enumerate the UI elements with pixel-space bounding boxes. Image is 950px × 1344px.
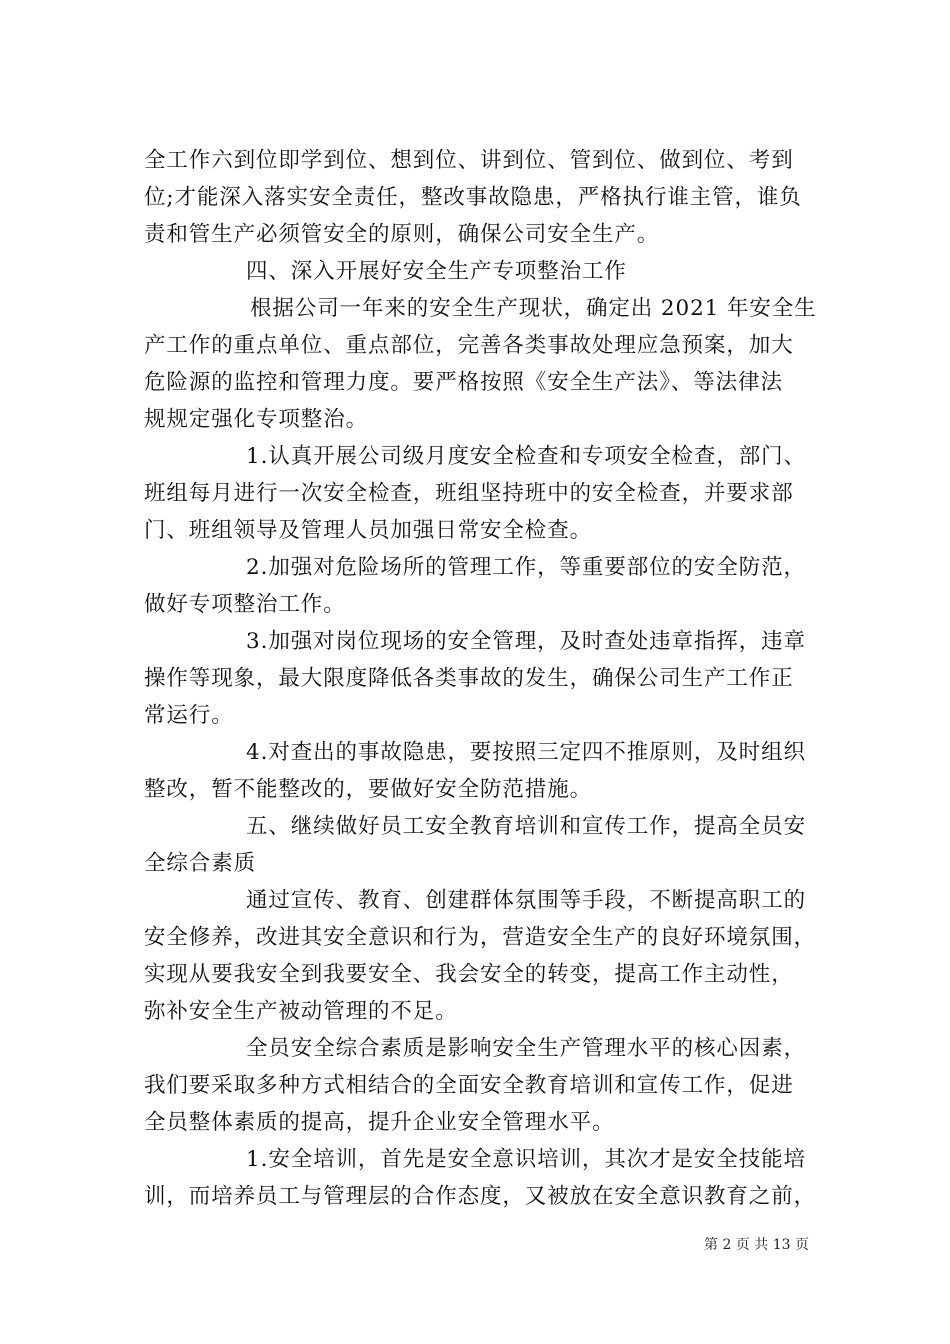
page-number: 第 2 页 共 13 页	[704, 1237, 809, 1253]
text-line: 根据公司一年来的安全生产现状，确定出 2021 年安全生	[250, 296, 817, 321]
text-line: 全员整体素质的提高，提升企业安全管理水平。	[144, 1110, 615, 1135]
text-line: 整改，暂不能整改的，要做好安全防范措施。	[144, 777, 593, 802]
text-line: 我们要采取多种方式相结合的全面安全教育培训和宣传工作，促进	[144, 1073, 794, 1098]
text-line: 门、班组领导及管理人员加强日常安全检查。	[144, 518, 593, 543]
text-line: 实现从要我安全到我要安全、我会安全的转变，提高工作主动性，	[144, 962, 794, 987]
text-line: 产工作的重点单位、重点部位，完善各类事故处理应急预案，加大	[144, 333, 794, 358]
text-line: 班组每月进行一次安全检查，班组坚持班中的安全检查，并要求部	[144, 481, 794, 506]
text-line: 全员安全综合素质是影响安全生产管理水平的核心因素，	[246, 1036, 807, 1061]
list-item-line: 4.对查出的事故隐患，要按照三定四不推原则，及时组织	[246, 740, 806, 765]
text-line: 通过宣传、教育、创建群体氛围等手段，不断提高职工的	[246, 888, 807, 913]
text-line: 位;才能深入落实安全责任，整改事故隐患，严格执行谁主管，谁负	[144, 185, 802, 210]
list-item-line: 3.加强对岗位现场的安全管理，及时查处违章指挥，违章	[246, 629, 806, 654]
section-heading: 全综合素质	[144, 851, 257, 876]
text-line: 危险源的监控和管理力度。要严格按照《安全生产法》、等法律法	[144, 370, 783, 395]
text-line: 安全修养，改进其安全意识和行为，营造安全生产的良好环境氛围，	[144, 925, 817, 950]
text-line: 训，而培养员工与管理层的合作态度，又被放在安全意识教育之前，	[144, 1184, 817, 1209]
text-line: 做好专项整治工作。	[144, 592, 346, 617]
section-heading: 五、继续做好员工安全教育培训和宣传工作，提高全员安	[246, 814, 807, 839]
list-item-line: 2.加强对危险场所的管理工作，等重要部位的安全防范，	[246, 555, 806, 580]
text-line: 规规定强化专项整治。	[144, 407, 369, 432]
text-line: 责和管生产必须管安全的原则，确保公司安全生产。	[144, 222, 660, 247]
list-item-line: 1.认真开展公司级月度安全检查和专项安全检查，部门、	[246, 444, 806, 469]
list-item-line: 1.安全培训，首先是安全意识培训，其次才是安全技能培	[246, 1147, 806, 1172]
text-line: 操作等现象，最大限度降低各类事故的发生，确保公司生产工作正	[144, 666, 794, 691]
text-line: 常运行。	[144, 703, 234, 728]
section-heading: 四、深入开展好安全生产专项整治工作	[246, 259, 627, 284]
text-line: 弥补安全生产被动管理的不足。	[144, 999, 458, 1024]
text-line: 全工作六到位即学到位、想到位、讲到位、管到位、做到位、考到	[144, 148, 794, 173]
